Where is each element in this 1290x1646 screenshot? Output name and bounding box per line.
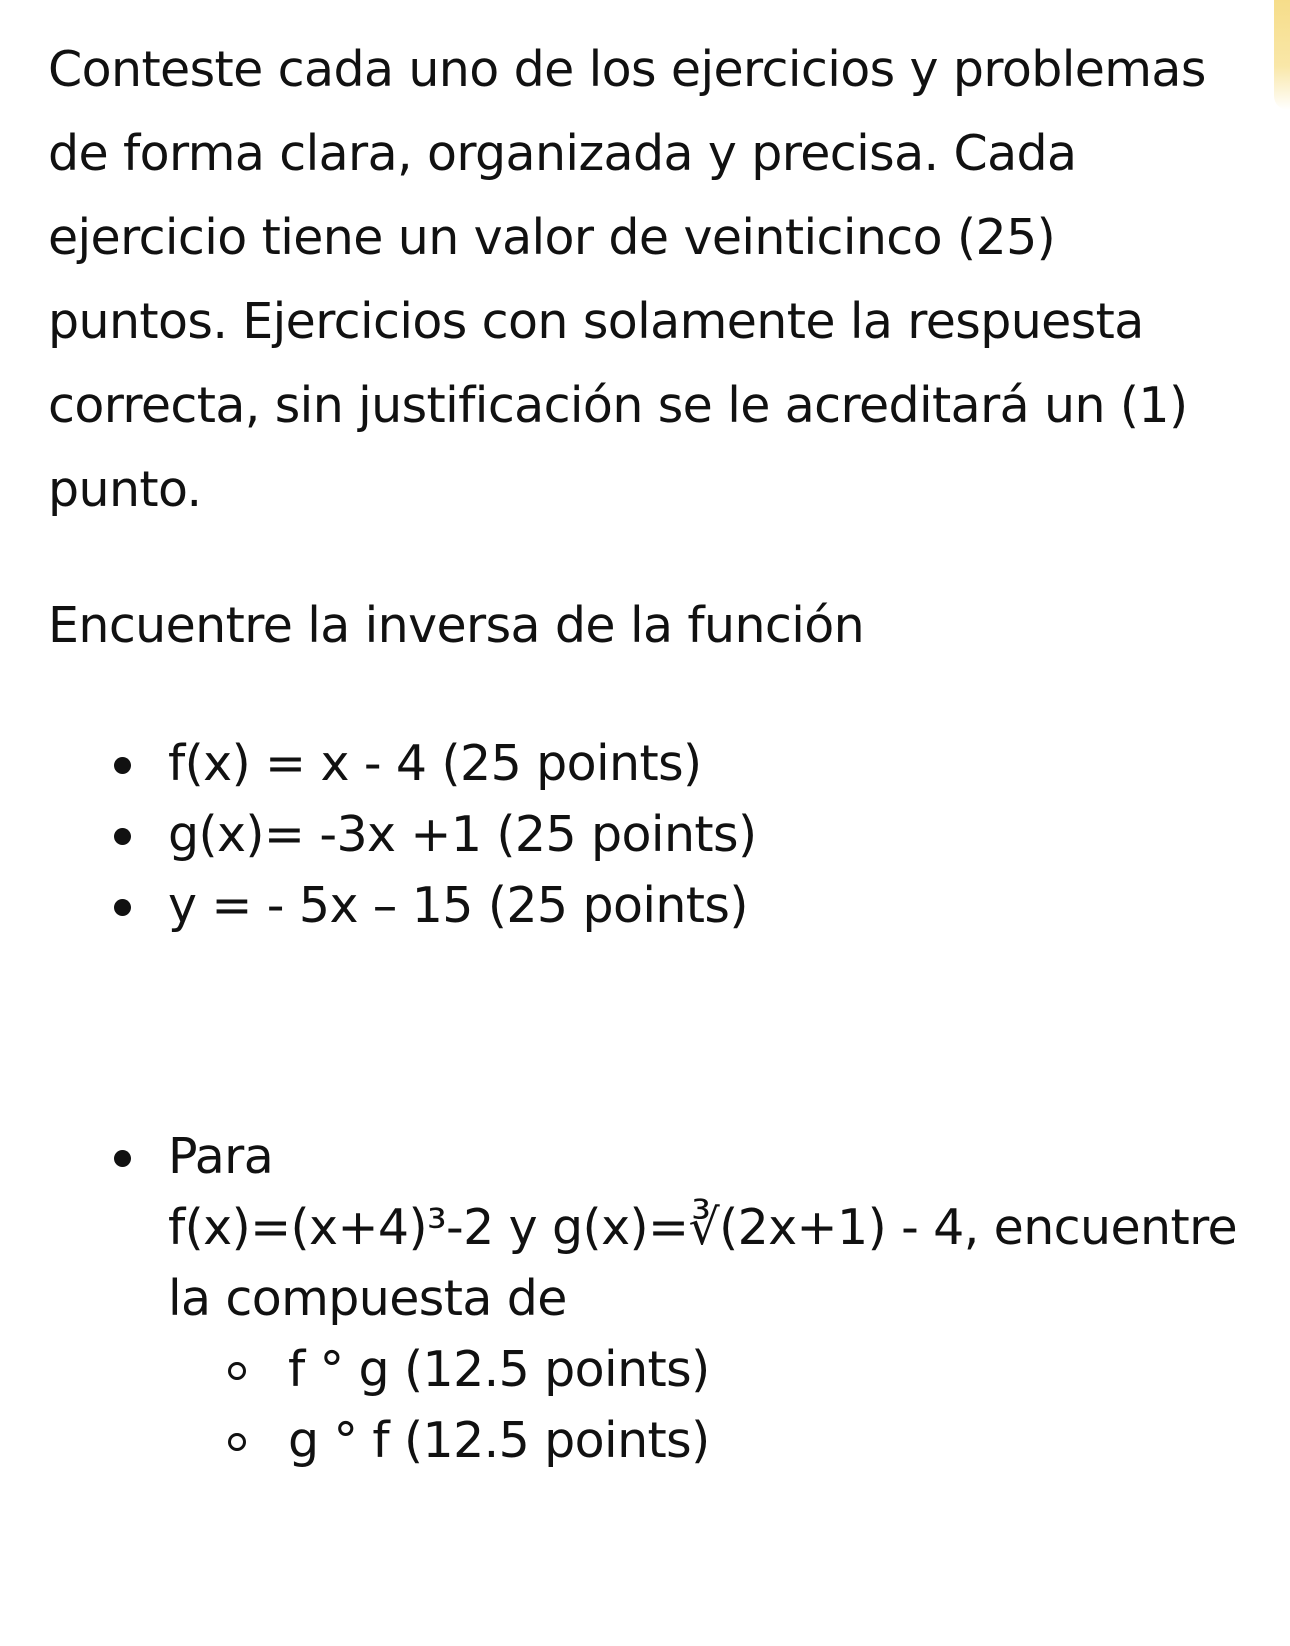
inverse-task-title: Encuentre la inversa de la función — [48, 597, 865, 654]
instructions-line: de forma clara, organizada y precisa. Cada — [48, 125, 1077, 182]
sublist-item-text: g ° f (12.5 points) — [288, 1412, 710, 1469]
list-item — [48, 799, 1248, 870]
composition-text-line: la compuesta de — [168, 1270, 567, 1327]
sublist-item — [168, 1405, 1248, 1476]
document-page — [48, 28, 1248, 1476]
composition-text-line: Para — [168, 1128, 274, 1185]
list-item-text: g(x)= -3x +1 (25 points) — [168, 806, 757, 863]
inverse-function-list — [48, 728, 1248, 941]
bullet-icon — [114, 1150, 131, 1167]
instructions-line: Conteste cada uno de los ejercicios y problemas — [48, 41, 1206, 98]
list-item — [48, 728, 1248, 799]
composition-task-list — [48, 1121, 1248, 1476]
composition-sublist — [168, 1334, 1248, 1476]
hollow-bullet-icon — [228, 1362, 246, 1380]
composition-text-line: f(x)=(x+4)³-2 y g(x)=∛(2x+1) - 4, encuentre — [168, 1199, 1238, 1256]
sublist-item — [168, 1334, 1248, 1405]
sublist-item-text: f ° g (12.5 points) — [288, 1341, 710, 1398]
instructions-line: puntos. Ejercicios con solamente la respuesta — [48, 293, 1144, 350]
list-item-text: f(x) = x - 4 (25 points) — [168, 735, 702, 792]
instructions-line: correcta, sin justificación se le acreditará un (1) — [48, 377, 1188, 434]
list-item — [48, 870, 1248, 941]
hollow-bullet-icon — [228, 1433, 246, 1451]
instructions-paragraph — [48, 28, 1248, 532]
bullet-icon — [114, 899, 131, 916]
bullet-icon — [114, 757, 131, 774]
corner-highlight-decoration — [1274, 0, 1290, 110]
instructions-line: punto. — [48, 461, 202, 518]
instructions-line: ejercicio tiene un valor de veinticinco (25) — [48, 209, 1056, 266]
list-item-text: y = - 5x – 15 (25 points) — [168, 877, 748, 934]
bullet-icon — [114, 828, 131, 845]
list-item — [48, 1121, 1248, 1476]
